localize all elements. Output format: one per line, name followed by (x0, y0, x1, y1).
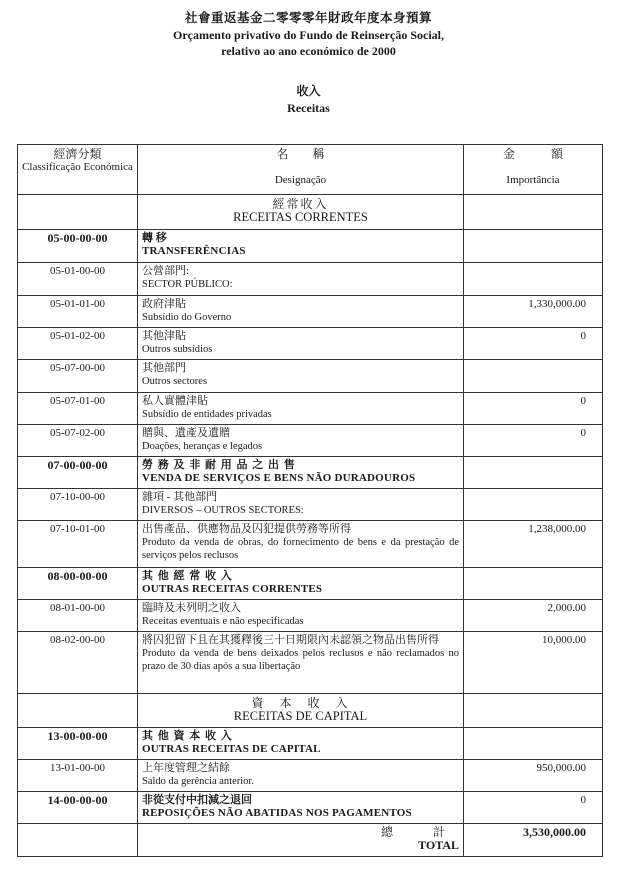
total-row (18, 824, 603, 857)
title-portuguese-line1: Orçamento privativo do Fundo de Reinserção Social, (173, 28, 444, 42)
title-portuguese-line2: relativo ao ano económico de 2000 (221, 44, 396, 58)
section-receitas-correntes: 經常收入 RECEITAS CORRENTES (138, 195, 464, 230)
title-chinese: 社會重返基金二零零零年財政年度本身預算 (184, 11, 432, 25)
table-row: 08-02-00-00 將囚犯留下且在其獲釋後三十日期限內未認領之物品出售所得 Produto da venda de bens deixados pelos reclusos e não reclamados no prazo de 30 dias após a sua libertação 10,000.00 (18, 632, 603, 694)
revenue-table (17, 144, 603, 857)
subtitle-portuguese: Receitas (287, 101, 330, 115)
table-row: 05-01-01-00 政府津貼 Subsídio do Governo 1,330,000.00 (18, 296, 603, 328)
table-row: 05-07-02-00 贈與、遺產及遺贈 Doações, heranças e legados 0 (18, 425, 603, 457)
section-row-receitas-correntes (18, 195, 603, 230)
total-label: 總 計 TOTAL (138, 824, 464, 857)
subtitle-chinese: 收入 (296, 84, 321, 98)
table-row: 13-00-00-00 其 他 資 本 收 入 OUTRAS RECEITAS DE CAPITAL (18, 728, 603, 760)
table-row: 07-10-00-00 雜項 - 其他部門 DIVERSOS – OUTROS SECTORES: (18, 489, 603, 521)
table-row: 07-10-01-00 出售產品、供應物品及囚犯提供勞務等所得 Produto da venda de obras, do fornecimento de bens e da prestação de serviços pelos reclusos 1,238,000.00 (18, 521, 603, 568)
table-row: 05-01-02-00 其他津貼 Outros subsídios 0 (18, 328, 603, 360)
section-receitas-capital: 資 本 收 入 RECEITAS DE CAPITAL (138, 694, 464, 728)
table-row: 14-00-00-00 非從支付中扣減之退回 REPOSIÇÕES NÃO ABATIDAS NOS PAGAMENTOS 0 (18, 792, 603, 824)
table-row: 13-01-00-00 上年度管理之結餘 Saldo da gerência anterior. 950,000.00 (18, 760, 603, 792)
section-row-receitas-capital (18, 694, 603, 728)
total-amount: 3,530,000.00 (464, 824, 603, 857)
header-amount: 金 額 Importância (464, 145, 603, 195)
table-row: 07-00-00-00 勞 務 及 非 耐 用 品 之 出 售 VENDA DE SERVIÇOS E BENS NÃO DURADOUROS (18, 457, 603, 489)
table-row: 08-00-00-00 其 他 經 常 收 入 OUTRAS RECEITAS CORRENTES (18, 568, 603, 600)
table-header-row (18, 145, 603, 195)
table-row: 08-01-00-00 臨時及未列明之收入 Receitas eventuais e não especificadas 2,000.00 (18, 600, 603, 632)
table-row: 05-00-00-00 轉 移 TRANSFERÊNCIAS (18, 230, 603, 263)
header-classification: 經濟分類 Classificação Económica (18, 145, 138, 195)
table-row: 05-07-01-00 私人實體津貼 Subsídio de entidades privadas 0 (18, 393, 603, 425)
table-row: 05-07-00-00 其他部門 Outros sectores (18, 360, 603, 393)
table-row: 05-01-00-00 公營部門: SECTOR PÚBLICO: (18, 263, 603, 296)
header-designation: 名 稱 Designação (138, 145, 464, 195)
